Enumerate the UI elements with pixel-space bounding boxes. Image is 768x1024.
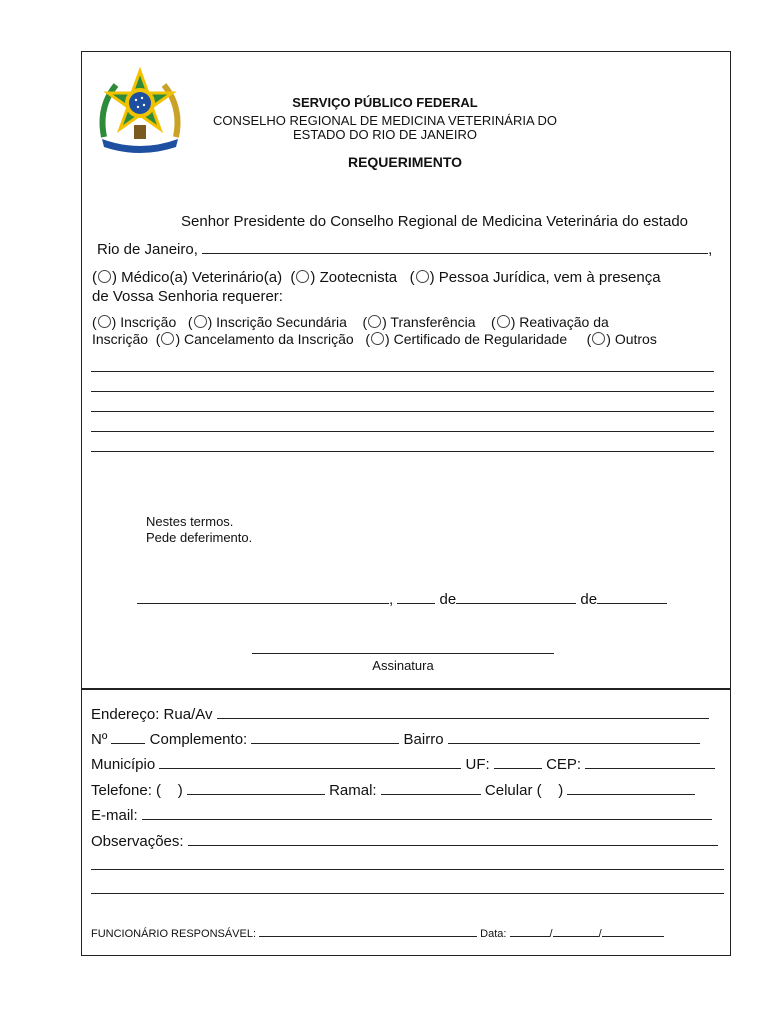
numero-input[interactable] — [111, 731, 145, 744]
transferencia-label: ) Transferência — [382, 314, 476, 330]
observacoes-row — [91, 833, 718, 850]
request-type-row1: ( ) Inscrição ( ) Inscrição Secundária ( ) Transferência ( ) Reativação da — [92, 314, 609, 330]
bairro-label: Bairro — [403, 731, 444, 748]
date-place-line — [137, 591, 667, 608]
observacoes-label: Observações: — [91, 833, 184, 850]
municipio-input[interactable] — [159, 756, 461, 769]
outros-radio[interactable] — [592, 332, 605, 345]
email-input[interactable] — [142, 807, 712, 820]
detail-line[interactable] — [91, 371, 714, 372]
detail-line[interactable] — [91, 431, 714, 432]
observacoes-line[interactable] — [91, 893, 724, 894]
outros-label: ) Outros — [606, 331, 657, 347]
endereco-row — [91, 706, 709, 723]
funcionario-input[interactable] — [259, 928, 477, 937]
medico-radio[interactable] — [98, 270, 111, 283]
inscricao-radio[interactable] — [98, 315, 111, 328]
complemento-input[interactable] — [251, 731, 399, 744]
date-de1: de — [439, 591, 457, 608]
location-suffix: , — [708, 241, 713, 258]
celular-close: ) — [558, 782, 564, 799]
year-blank[interactable] — [597, 591, 667, 604]
pessoa-juridica-radio[interactable] — [416, 270, 429, 283]
medico-label: ) Médico(a) Veterinário(a) — [112, 269, 283, 286]
telefone-label: Telefone: ( — [91, 782, 162, 799]
municipio-label: Município — [91, 756, 156, 773]
numero-row — [91, 731, 700, 748]
request-details-lines[interactable] — [91, 371, 714, 471]
email-row — [91, 807, 712, 824]
detail-line[interactable] — [91, 391, 714, 392]
celular-label: Celular ( — [484, 782, 542, 799]
bairro-input[interactable] — [448, 731, 700, 744]
funcionario-label: FUNCIONÁRIO RESPONSÁVEL: — [91, 928, 257, 940]
signature-label: Assinatura — [372, 658, 434, 673]
location-prefix: Rio de Janeiro, — [97, 241, 198, 258]
zootecnista-radio[interactable] — [296, 270, 309, 283]
cancelamento-label: ) Cancelamento da Inscrição — [175, 331, 354, 347]
date-sep: , — [389, 591, 394, 608]
city-blank[interactable] — [137, 591, 389, 604]
terms-text: Nestes termos. — [146, 514, 234, 529]
cep-label: CEP: — [546, 756, 582, 773]
ramal-label: Ramal: — [329, 782, 377, 799]
inscricao-secundaria-label: ) Inscrição Secundária — [207, 314, 347, 330]
slash: / — [549, 928, 553, 940]
applicant-type-row: ( ) Médico(a) Veterinário(a) ( ) Zootecnista ( ) Pessoa Jurídica, vem à presença — [92, 269, 661, 286]
detail-line[interactable] — [91, 451, 714, 452]
request-type-row2: Inscrição ( ) Cancelamento da Inscrição ( ) Certificado de Regularidade ( ) Outros — [92, 331, 657, 347]
footer-row — [91, 928, 664, 940]
observacoes-line[interactable] — [91, 869, 724, 870]
location-line — [97, 241, 712, 258]
uf-label: UF: — [465, 756, 490, 773]
inscricao-secundaria-radio[interactable] — [194, 315, 207, 328]
telefone-close: ) — [177, 782, 183, 799]
year-input[interactable] — [602, 928, 664, 937]
certificado-label: ) Certificado de Regularidade — [385, 331, 568, 347]
telefone-input[interactable] — [187, 782, 325, 795]
ramal-input[interactable] — [381, 782, 481, 795]
certificado-radio[interactable] — [371, 332, 384, 345]
section-divider — [81, 688, 731, 690]
month-input[interactable] — [553, 928, 599, 937]
reativacao-radio[interactable] — [497, 315, 510, 328]
pessoa-juridica-label: ) Pessoa Jurídica, vem à presença — [429, 269, 661, 286]
telefone-row — [91, 782, 695, 799]
month-blank[interactable] — [456, 591, 576, 604]
endereco-label: Endereço: Rua/Av — [91, 706, 213, 723]
agency-heading: SERVIÇO PÚBLICO FEDERAL — [292, 95, 478, 110]
observacoes-input[interactable] — [188, 833, 718, 846]
cancelamento-radio[interactable] — [161, 332, 174, 345]
date-de2: de — [580, 591, 598, 608]
council-name-line2: ESTADO DO RIO DE JANEIRO — [293, 127, 477, 142]
document-title: REQUERIMENTO — [347, 154, 463, 170]
data-label: Data: — [480, 928, 507, 940]
salutation: Senhor Presidente do Conselho Regional de Medicina Veterinária do estado — [181, 213, 689, 230]
inscricao-label: ) Inscrição — [111, 314, 177, 330]
celular-input[interactable] — [567, 782, 695, 795]
reativacao-label: ) Reativação da — [510, 314, 609, 330]
complemento-label: Complemento: — [149, 731, 248, 748]
date-blank[interactable] — [202, 241, 708, 254]
day-input[interactable] — [510, 928, 550, 937]
request-line: de Vossa Senhoria requerer: — [92, 288, 283, 305]
reativacao-label-cont: Inscrição — [92, 331, 149, 347]
slash: / — [598, 928, 602, 940]
deferimento-text: Pede deferimento. — [146, 530, 253, 545]
council-name-line1: CONSELHO REGIONAL DE MEDICINA VETERINÁRIA DO — [212, 113, 558, 128]
municipio-row — [91, 756, 715, 773]
email-label: E-mail: — [91, 807, 138, 824]
cep-input[interactable] — [585, 756, 715, 769]
day-blank[interactable] — [397, 591, 435, 604]
transferencia-radio[interactable] — [368, 315, 381, 328]
zootecnista-label: ) Zootecnista — [310, 269, 398, 286]
detail-line[interactable] — [91, 411, 714, 412]
numero-label: Nº — [91, 731, 108, 748]
endereco-input[interactable] — [217, 706, 709, 719]
signature-line[interactable] — [252, 653, 554, 654]
uf-input[interactable] — [494, 756, 542, 769]
